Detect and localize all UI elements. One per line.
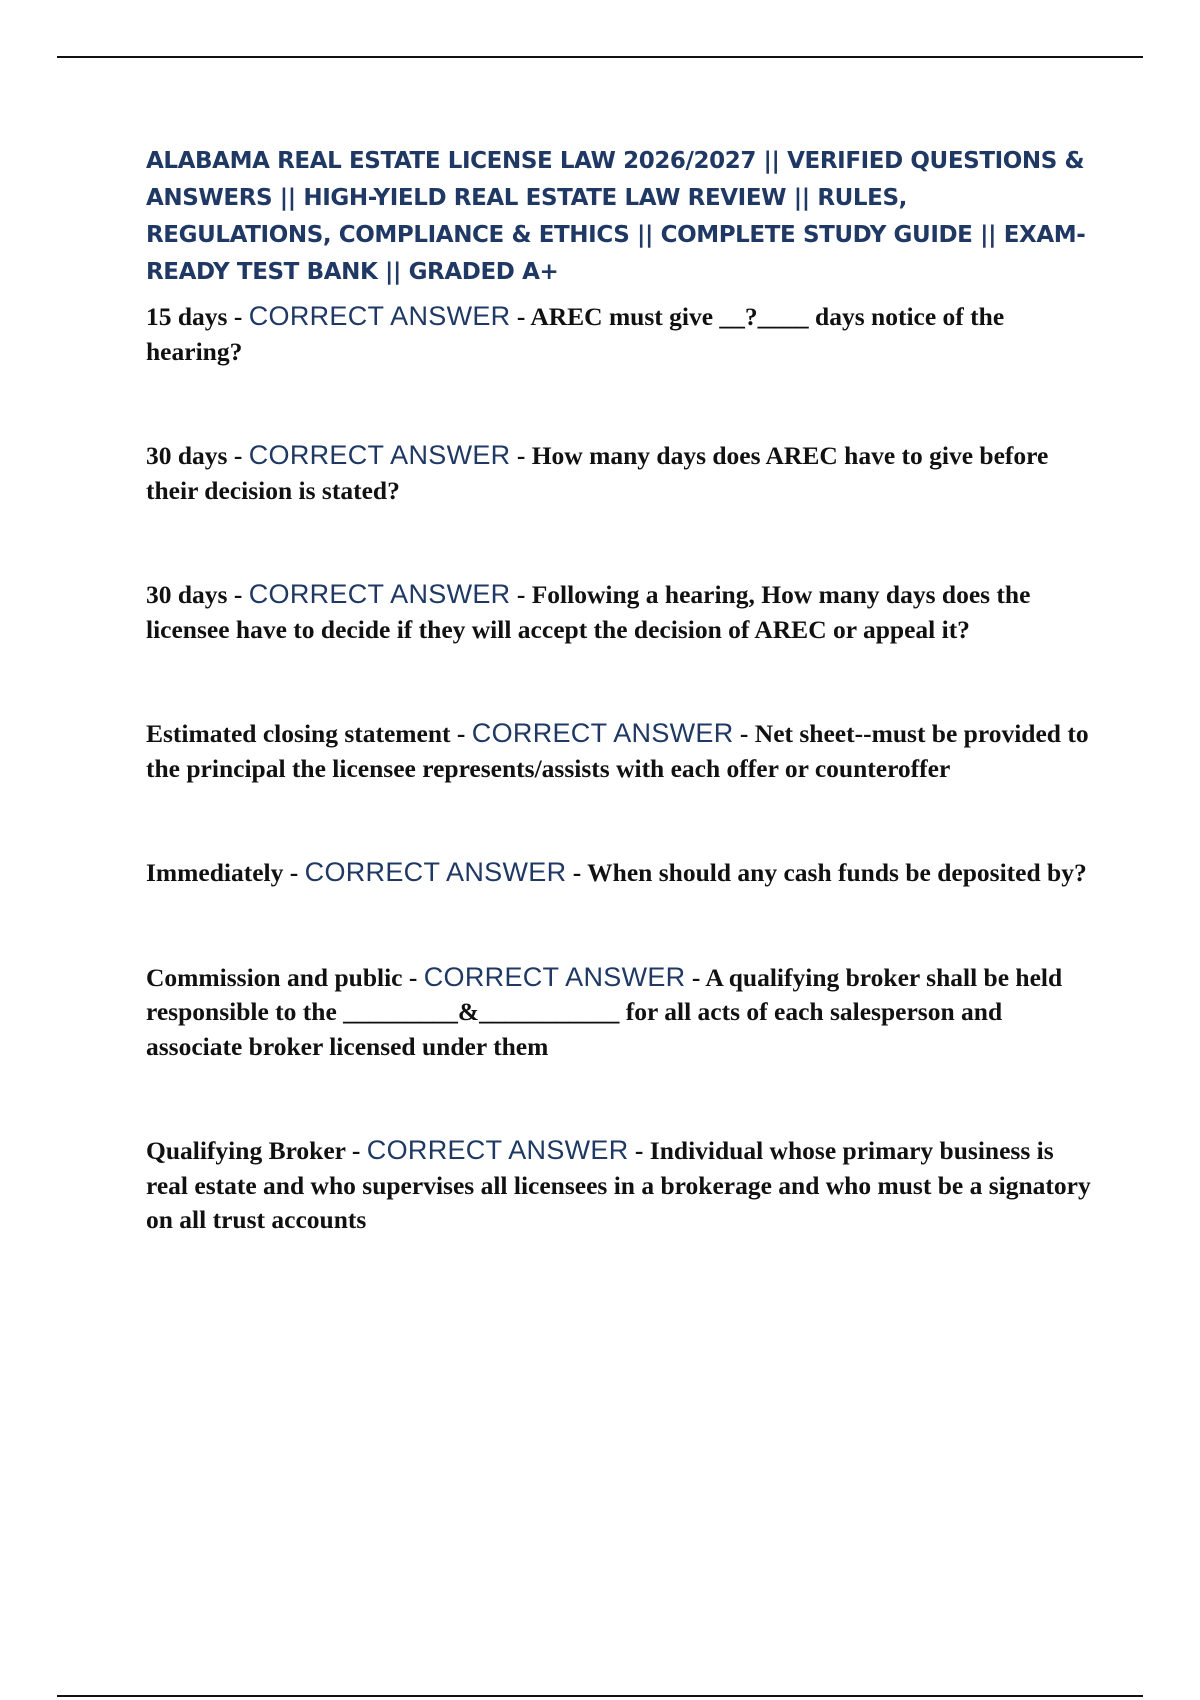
- qa-item: Immediately - CORRECT ANSWER - When should any cash funds be deposited by?: [146, 857, 1087, 887]
- question-text: Following a hearing, How many days does the licensee have to decide if they will accept the decision of AREC or appeal it?: [146, 580, 1031, 644]
- answer-text: Immediately: [146, 858, 284, 887]
- qa-item: Estimated closing statement - CORRECT ANSWER - Net sheet--must be provided to the principal the licensee represents/assists with each offer or counteroffer: [146, 718, 1089, 783]
- answer-text: Commission and public: [146, 962, 403, 992]
- qa-item: 30 days - CORRECT ANSWER - How many days does AREC have to give before their decision is stated?: [146, 440, 1049, 505]
- document-title: ALABAMA REAL ESTATE LICENSE LAW 2026/2027 || VERIFIED QUESTIONS & ANSWERS || HIGH-YIELD REAL ESTATE LAW REVIEW || RULES, REGULATIONS, COMPLIANCE & ETHICS || COMPLETE STUDY GUIDE || EXAM-READY TEST BANK || GRADED A+: [146, 148, 1086, 285]
- correct-answer-label: CORRECT ANSWER: [248, 301, 511, 331]
- answer-text: 30 days: [146, 441, 228, 470]
- correct-answer-label: CORRECT ANSWER: [304, 857, 567, 887]
- top-rule: [57, 56, 1143, 58]
- correct-answer-label: CORRECT ANSWER: [248, 579, 511, 609]
- question-text: Individual whose primary business is real estate and who supervises all licensees in a brokerage and who must be a signatory on all trust accounts: [146, 1136, 1091, 1234]
- qa-item: Qualifying Broker - CORRECT ANSWER - Individual whose primary business is real estate and who supervises all licensees in a brokerage and who must be a signatory on all trust accounts: [146, 1135, 1091, 1234]
- correct-answer-label: CORRECT ANSWER: [423, 961, 686, 992]
- page-content: [146, 143, 1096, 1238]
- answer-text: 30 days: [146, 580, 228, 609]
- correct-answer-label: CORRECT ANSWER: [471, 718, 734, 748]
- qa-item: 15 days - CORRECT ANSWER - AREC must give __?____ days notice of the hearing?: [146, 301, 1005, 366]
- question-text: Net sheet--must be provided to the principal the licensee represents/assists with each offer or counteroffer: [146, 719, 1089, 783]
- qa-item: 30 days - CORRECT ANSWER - Following a hearing, How many days does the licensee have to decide if they will accept the decision of AREC or appeal it?: [146, 579, 1031, 644]
- answer-text: Estimated closing statement: [146, 719, 451, 748]
- bottom-rule: [57, 1695, 1143, 1697]
- answer-text: 15 days: [146, 302, 228, 331]
- question-text: AREC must give __?____ days notice of the hearing?: [146, 302, 1005, 366]
- question-text: How many days does AREC have to give before their decision is stated?: [146, 441, 1049, 505]
- question-text: A qualifying broker shall be held responsible to the _________&___________ for all acts of each salesperson and associate broker licensed under them: [146, 962, 1063, 1061]
- correct-answer-label: CORRECT ANSWER: [366, 1135, 629, 1165]
- qa-item: Commission and public - CORRECT ANSWER - A qualifying broker shall be held responsible to the _________&___________ for all acts of each salesperson and associate broker licensed under them: [146, 961, 1063, 1061]
- correct-answer-label: CORRECT ANSWER: [248, 440, 511, 470]
- answer-text: Qualifying Broker: [146, 1136, 346, 1165]
- question-text: When should any cash funds be deposited by?: [587, 858, 1087, 887]
